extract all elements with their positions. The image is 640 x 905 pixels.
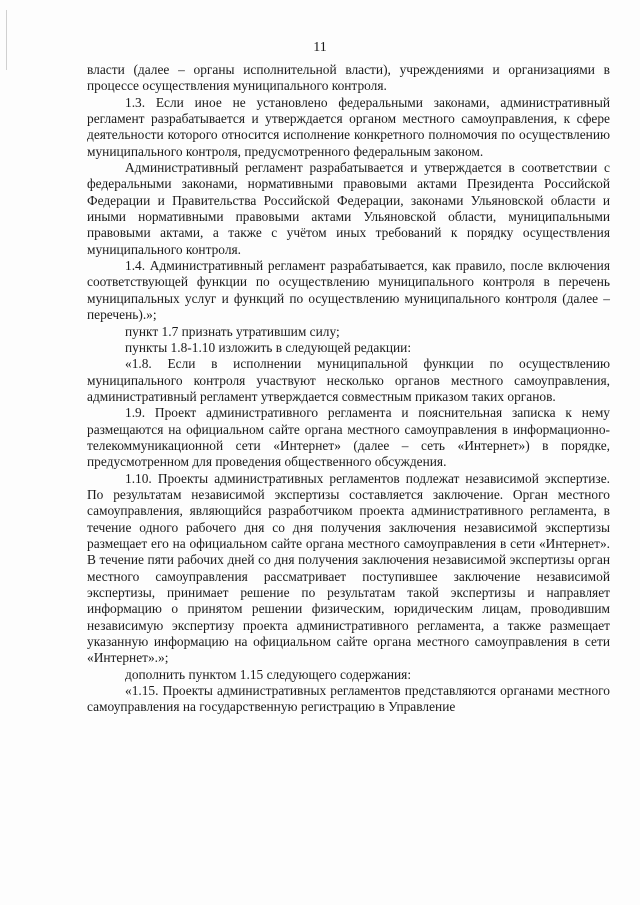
paragraph-1-8: «1.8. Если в исполнении муниципальной функции по осуществлению муниципального контроля участвуют несколько органов местного самоуправления, административный регламент утверждается совместным приказом таких органов. [87, 356, 610, 404]
paragraph-1-7-repeal: пункт 1.7 признать утратившим силу; [125, 323, 340, 339]
paragraph-regulation-basis: Административный регламент разрабатывается и утверждается в соответствии с федеральными законами, нормативными правовыми актами Президента Российской Федерации и Правительства Российской Федерации, законами Ульяновской области и иными нормативными правовыми актами Ульяновской области, муниципальными правовыми актами, а также с учётом иных требований к порядку осуществления муниципального контроля. [87, 160, 610, 257]
page-number: 11 [313, 40, 327, 55]
paragraph-1-8-1-10-intro: пункты 1.8-1.10 изложить в следующей редакции: [125, 339, 412, 355]
paragraph-1-10: 1.10. Проекты административных регламентов подлежат независимой экспертизе. По результатам независимой экспертизы составляется заключение. Орган местного самоуправления, являющийся разработчиком проекта административного регламента, в течение одного рабочего дня со дня получения заключения независимой экспертизы размещает его на официальном сайте органа местного самоуправления в сети «Интернет». В течение пяти рабочих дней со дня получения заключения независимой экспертизы орган местного самоуправления рассматривает поступившее заключение независимой экспертизы, принимает решение по результатам такой экспертизы и направляет информацию о принятом решении физическим, юридическим лицам, проводившим независимую экспертизу проекта административного регламента, а также размещает указанную информацию на официальном сайте органа местного самоуправления в сети «Интернет».»; [87, 470, 610, 666]
paragraph-1-3: 1.3. Если иное не установлено федеральными законами, административный регламент разрабатывается и утверждается органом местного самоуправления, к сфере деятельности которого относится исполнение конкретного полномочия по осуществлению муниципального контроля, предусмотренного федеральным законом. [87, 94, 610, 159]
document-body [87, 62, 610, 716]
paragraph-1-9: 1.9. Проект административного регламента и пояснительная записка к нему размещаются на официальном сайте органа местного самоуправления в информационно-телекоммуникационной сети «Интернет» (далее – сеть «Интернет») в порядке, предусмотренном для проведения общественного обсуждения. [87, 405, 610, 470]
paragraph-continuation: власти (далее – органы исполнительной власти), учреждениями и организациями в процессе осуществления муниципального контроля. [87, 62, 610, 94]
paragraph-1-4: 1.4. Административный регламент разрабатывается, как правило, после включения соответствующей функции по осуществлению муниципального контроля в перечень муниципальных услуг и функций по осуществлению муниципального контроля (далее – перечень).»; [87, 258, 610, 323]
paragraph-1-15: «1.15. Проекты административных регламентов представляются органами местного самоуправления на государственную регистрацию в Управление [87, 683, 610, 715]
paragraph-1-15-intro: дополнить пунктом 1.15 следующего содержания: [125, 666, 412, 682]
